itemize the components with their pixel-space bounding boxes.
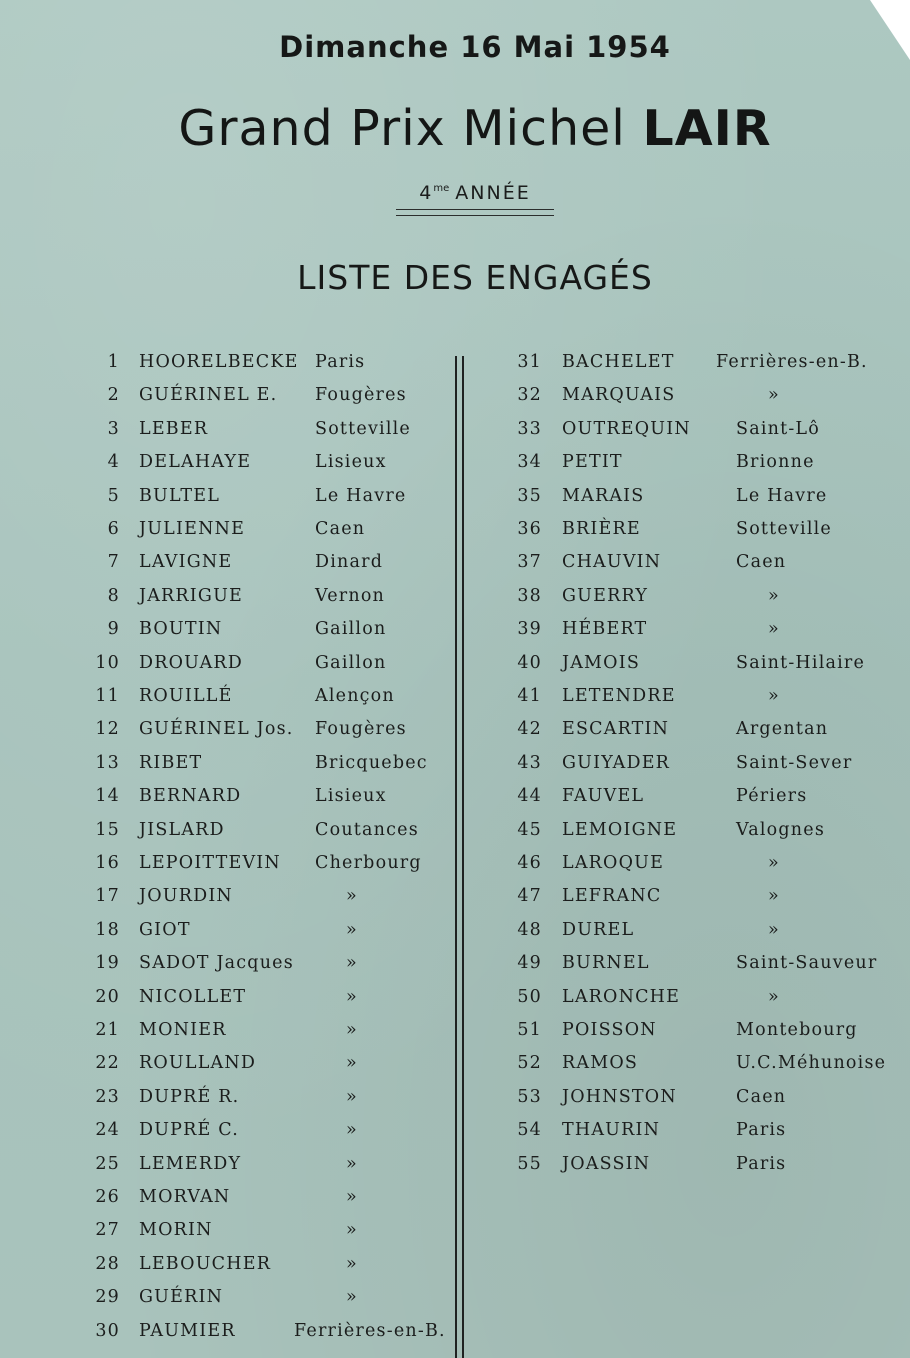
edition-word: ANNÉE <box>455 182 531 204</box>
entrant-row <box>0 1049 910 1077</box>
entrant-number: 15 <box>95 819 120 840</box>
entrant-town: » <box>346 1153 358 1174</box>
list-heading: LISTE DES ENGAGÉS <box>297 258 653 297</box>
entrant-name: BERNARD <box>139 786 242 807</box>
entrant-number: 50 <box>517 986 542 1007</box>
entrant-number: 49 <box>517 953 542 974</box>
entrant-town: » <box>346 886 358 907</box>
entrant-name: FAUVEL <box>562 786 645 807</box>
entrant-number: 6 <box>107 519 120 539</box>
entrant-row <box>0 582 910 610</box>
entrant-number: 44 <box>517 786 542 807</box>
entrant-name: GUERRY <box>562 585 649 606</box>
entrant-name: HÉBERT <box>562 619 648 640</box>
entrant-town: » <box>346 953 358 974</box>
entrant-number: 27 <box>95 1220 120 1241</box>
entrant-number: 47 <box>517 886 542 907</box>
entrant-town: Paris <box>736 1120 787 1141</box>
entrant-name: LAVIGNE <box>139 552 233 573</box>
entrant-name: BURNEL <box>562 953 650 974</box>
entrant-town: Le Havre <box>736 485 828 506</box>
entrant-row <box>0 448 910 476</box>
entrant-number: 16 <box>95 853 120 873</box>
entrant-name: MARQUAIS <box>562 385 676 406</box>
entrant-name: CHAUVIN <box>562 552 662 573</box>
entrant-number: 7 <box>107 552 120 573</box>
entrant-name: MORIN <box>139 1220 213 1241</box>
entrant-row <box>0 1283 910 1311</box>
entrant-number: 28 <box>95 1253 120 1274</box>
entrant-town: Caen <box>315 519 366 539</box>
entrant-name: THAURIN <box>562 1120 661 1141</box>
entrant-row <box>0 983 910 1011</box>
entrant-row <box>0 1016 910 1044</box>
entrant-name: ESCARTIN <box>562 719 670 740</box>
entrant-town: Bricquebec <box>315 752 428 773</box>
entrant-name: MONIER <box>139 1020 227 1040</box>
entrant-town: Paris <box>315 352 366 372</box>
entrant-name: DUREL <box>562 919 635 940</box>
entrant-name: LEBER <box>139 418 209 439</box>
entrant-town: Lisieux <box>315 786 387 807</box>
entrant-name: JARRIGUE <box>139 585 244 606</box>
entrant-name: LETENDRE <box>562 686 676 706</box>
event-title <box>0 100 910 157</box>
entrant-number: 21 <box>95 1020 120 1040</box>
entrant-town: Montebourg <box>736 1020 858 1040</box>
entrant-number: 5 <box>107 485 120 506</box>
entrant-row <box>0 949 910 977</box>
entrant-number: 43 <box>517 752 542 773</box>
entrant-name: HOORELBECKE <box>139 352 299 372</box>
entrant-name: JAMOIS <box>562 652 641 673</box>
entrant-row <box>0 782 910 810</box>
entrant-row <box>0 1183 910 1211</box>
entrant-name: DUPRÉ C. <box>139 1120 239 1141</box>
entrant-number: 4 <box>107 452 120 473</box>
entrant-town: Sotteville <box>315 418 411 439</box>
entrant-row <box>0 1216 910 1244</box>
entrant-name: BOUTIN <box>139 619 223 640</box>
entrant-name: GUIYADER <box>562 752 671 773</box>
entrant-name: JULIENNE <box>139 519 246 539</box>
entrant-row <box>0 882 910 910</box>
entrant-row <box>0 682 910 710</box>
entrant-town: » <box>346 1053 358 1074</box>
entrant-row <box>0 548 910 576</box>
entrant-town: » <box>768 986 780 1007</box>
entrant-number: 30 <box>95 1320 120 1341</box>
entrant-row <box>0 1250 910 1278</box>
entrant-town: » <box>346 1220 358 1241</box>
entrant-town: Lisieux <box>315 452 387 473</box>
entrant-town: Argentan <box>736 719 829 740</box>
entrant-row <box>0 715 910 743</box>
entrant-town: » <box>768 919 780 940</box>
entrant-name: GUÉRIN <box>139 1287 224 1308</box>
entrant-row <box>0 1083 910 1111</box>
entrant-name: NICOLLET <box>139 986 247 1007</box>
entrant-number: 14 <box>95 786 120 807</box>
entrant-row <box>0 415 910 443</box>
entrant-number: 3 <box>107 418 120 439</box>
entrant-town: Fougères <box>315 385 407 406</box>
entrant-town: » <box>346 919 358 940</box>
entrant-number: 40 <box>517 652 542 673</box>
entrant-town: Cherbourg <box>315 853 422 873</box>
edition-number: 4 <box>419 182 434 204</box>
entrant-number: 48 <box>517 919 542 940</box>
entrant-name: DUPRÉ R. <box>139 1086 240 1107</box>
entrant-row <box>0 816 910 844</box>
entrant-number: 18 <box>95 919 120 940</box>
entrant-town: Dinard <box>315 552 384 573</box>
entrant-town: Caen <box>736 552 787 573</box>
entrant-name: BRIÈRE <box>562 519 641 539</box>
entrant-name: JOHNSTON <box>562 1086 677 1107</box>
entrant-number: 17 <box>95 886 120 907</box>
entrant-name: JOASSIN <box>562 1153 651 1174</box>
entrant-town: Ferrières-en-B. <box>716 352 868 372</box>
entrant-number: 35 <box>517 485 542 506</box>
entrant-number: 39 <box>517 619 542 640</box>
entrant-number: 1 <box>107 352 120 372</box>
entrant-row <box>0 615 910 643</box>
entrant-name: LEFRANC <box>562 886 662 907</box>
entrant-name: RIBET <box>139 752 203 773</box>
entrant-number: 2 <box>107 385 120 406</box>
entrant-town: » <box>346 986 358 1007</box>
entrant-name: JISLARD <box>139 819 225 840</box>
entrant-number: 31 <box>517 352 542 372</box>
entrant-town: » <box>346 1187 358 1207</box>
entrant-town: U.C.Méhunoise <box>736 1053 887 1074</box>
entrant-name: MORVAN <box>139 1187 231 1207</box>
entrant-name: OUTREQUIN <box>562 418 691 439</box>
entrant-row <box>0 1116 910 1144</box>
entrant-number: 42 <box>517 719 542 740</box>
entrant-name: PAUMIER <box>139 1320 236 1341</box>
entrant-name: LEBOUCHER <box>139 1253 272 1274</box>
entrant-town: Vernon <box>315 585 386 606</box>
entrant-number: 9 <box>107 619 120 640</box>
entrant-town: » <box>346 1020 358 1040</box>
entrant-number: 36 <box>517 519 542 539</box>
entrant-number: 46 <box>517 853 542 873</box>
entrant-name: GUÉRINEL E. <box>139 385 278 406</box>
entrant-name: LEMERDY <box>139 1153 242 1174</box>
entrant-town: Saint-Lô <box>736 418 820 439</box>
entrant-name: SADOT Jacques <box>139 953 294 974</box>
edition-suffix: me <box>433 183 450 194</box>
entrant-number: 10 <box>95 652 120 673</box>
entrant-name: LARONCHE <box>562 986 681 1007</box>
entrant-town: Valognes <box>736 819 826 840</box>
entrant-number: 38 <box>517 585 542 606</box>
entrant-town: Fougères <box>315 719 407 740</box>
entrant-name: DROUARD <box>139 652 244 673</box>
entrant-number: 53 <box>517 1086 542 1107</box>
entrant-town: » <box>768 619 780 640</box>
entrant-number: 8 <box>107 585 120 606</box>
entrant-name: DELAHAYE <box>139 452 252 473</box>
entrant-row <box>0 849 910 877</box>
entrant-name: BACHELET <box>562 352 675 372</box>
entrant-number: 29 <box>95 1287 120 1308</box>
entrant-town: » <box>768 585 780 606</box>
entrant-row <box>0 749 910 777</box>
entrant-row <box>0 381 910 409</box>
entrant-number: 41 <box>517 686 542 706</box>
entrant-number: 37 <box>517 552 542 573</box>
entrant-name: GIOT <box>139 919 191 940</box>
entrant-town: Gaillon <box>315 619 387 640</box>
entrant-row <box>0 482 910 510</box>
entrant-town: Périers <box>736 786 808 807</box>
entrant-number: 24 <box>95 1120 120 1141</box>
entrant-town: Gaillon <box>315 652 387 673</box>
entrant-number: 25 <box>95 1153 120 1174</box>
entrant-number: 52 <box>517 1053 542 1074</box>
entrant-town: » <box>346 1287 358 1308</box>
entrant-number: 54 <box>517 1120 542 1141</box>
entrant-town: Alençon <box>315 686 395 706</box>
entrant-number: 26 <box>95 1187 120 1207</box>
event-date: Dimanche 16 Mai 1954 <box>279 30 671 64</box>
entrant-town: » <box>768 385 780 406</box>
entrant-row <box>0 348 910 376</box>
entrant-name: ROUILLÉ <box>139 686 233 706</box>
entrant-number: 45 <box>517 819 542 840</box>
entrant-town: » <box>768 853 780 873</box>
edition-label <box>0 182 910 204</box>
entrant-name: GUÉRINEL Jos. <box>139 719 294 740</box>
entrant-row <box>0 1317 910 1345</box>
entrant-town: Ferrières-en-B. <box>294 1320 446 1341</box>
entrant-name: BULTEL <box>139 485 221 506</box>
entrant-number: 22 <box>95 1053 120 1074</box>
entrant-number: 13 <box>95 752 120 773</box>
entrant-town: Le Havre <box>315 485 407 506</box>
entrant-town: » <box>346 1086 358 1107</box>
entrant-number: 23 <box>95 1086 120 1107</box>
entrant-town: Paris <box>736 1153 787 1174</box>
entrant-town: Saint-Sauveur <box>736 953 878 974</box>
entrant-number: 32 <box>517 385 542 406</box>
entrant-town: Saint-Hilaire <box>736 652 866 673</box>
entrant-name: RAMOS <box>562 1053 639 1074</box>
entrant-name: JOURDIN <box>139 886 233 907</box>
entrant-number: 55 <box>517 1153 542 1174</box>
entrant-name: PETIT <box>562 452 623 473</box>
entrant-name: LEPOITTEVIN <box>139 853 281 873</box>
entrant-number: 11 <box>95 686 120 706</box>
entrant-name: MARAIS <box>562 485 645 506</box>
entrant-town: » <box>346 1120 358 1141</box>
entrant-number: 12 <box>95 719 120 740</box>
entrant-town: Coutances <box>315 819 419 840</box>
title-main: Grand Prix Michel <box>178 100 626 157</box>
entrant-row <box>0 916 910 944</box>
entrant-town: » <box>768 886 780 907</box>
entrant-name: POISSON <box>562 1020 657 1040</box>
entrant-town: Saint-Sever <box>736 752 853 773</box>
title-name: LAIR <box>642 100 772 157</box>
entrant-number: 34 <box>517 452 542 473</box>
entrant-town: Brionne <box>736 452 815 473</box>
entrant-town: Caen <box>736 1086 787 1107</box>
edition-double-rule <box>396 209 554 216</box>
entrant-row <box>0 1150 910 1178</box>
entrant-name: ROULLAND <box>139 1053 257 1074</box>
entrant-town: » <box>346 1253 358 1274</box>
entrant-number: 51 <box>517 1020 542 1040</box>
entrant-town: Sotteville <box>736 519 832 539</box>
entrant-name: LAROQUE <box>562 853 665 873</box>
entrant-number: 19 <box>95 953 120 974</box>
entrant-number: 20 <box>95 986 120 1007</box>
entrant-name: LEMOIGNE <box>562 819 678 840</box>
entrant-row <box>0 649 910 677</box>
entrant-town: » <box>768 686 780 706</box>
entrant-number: 33 <box>517 418 542 439</box>
entrant-row <box>0 515 910 543</box>
